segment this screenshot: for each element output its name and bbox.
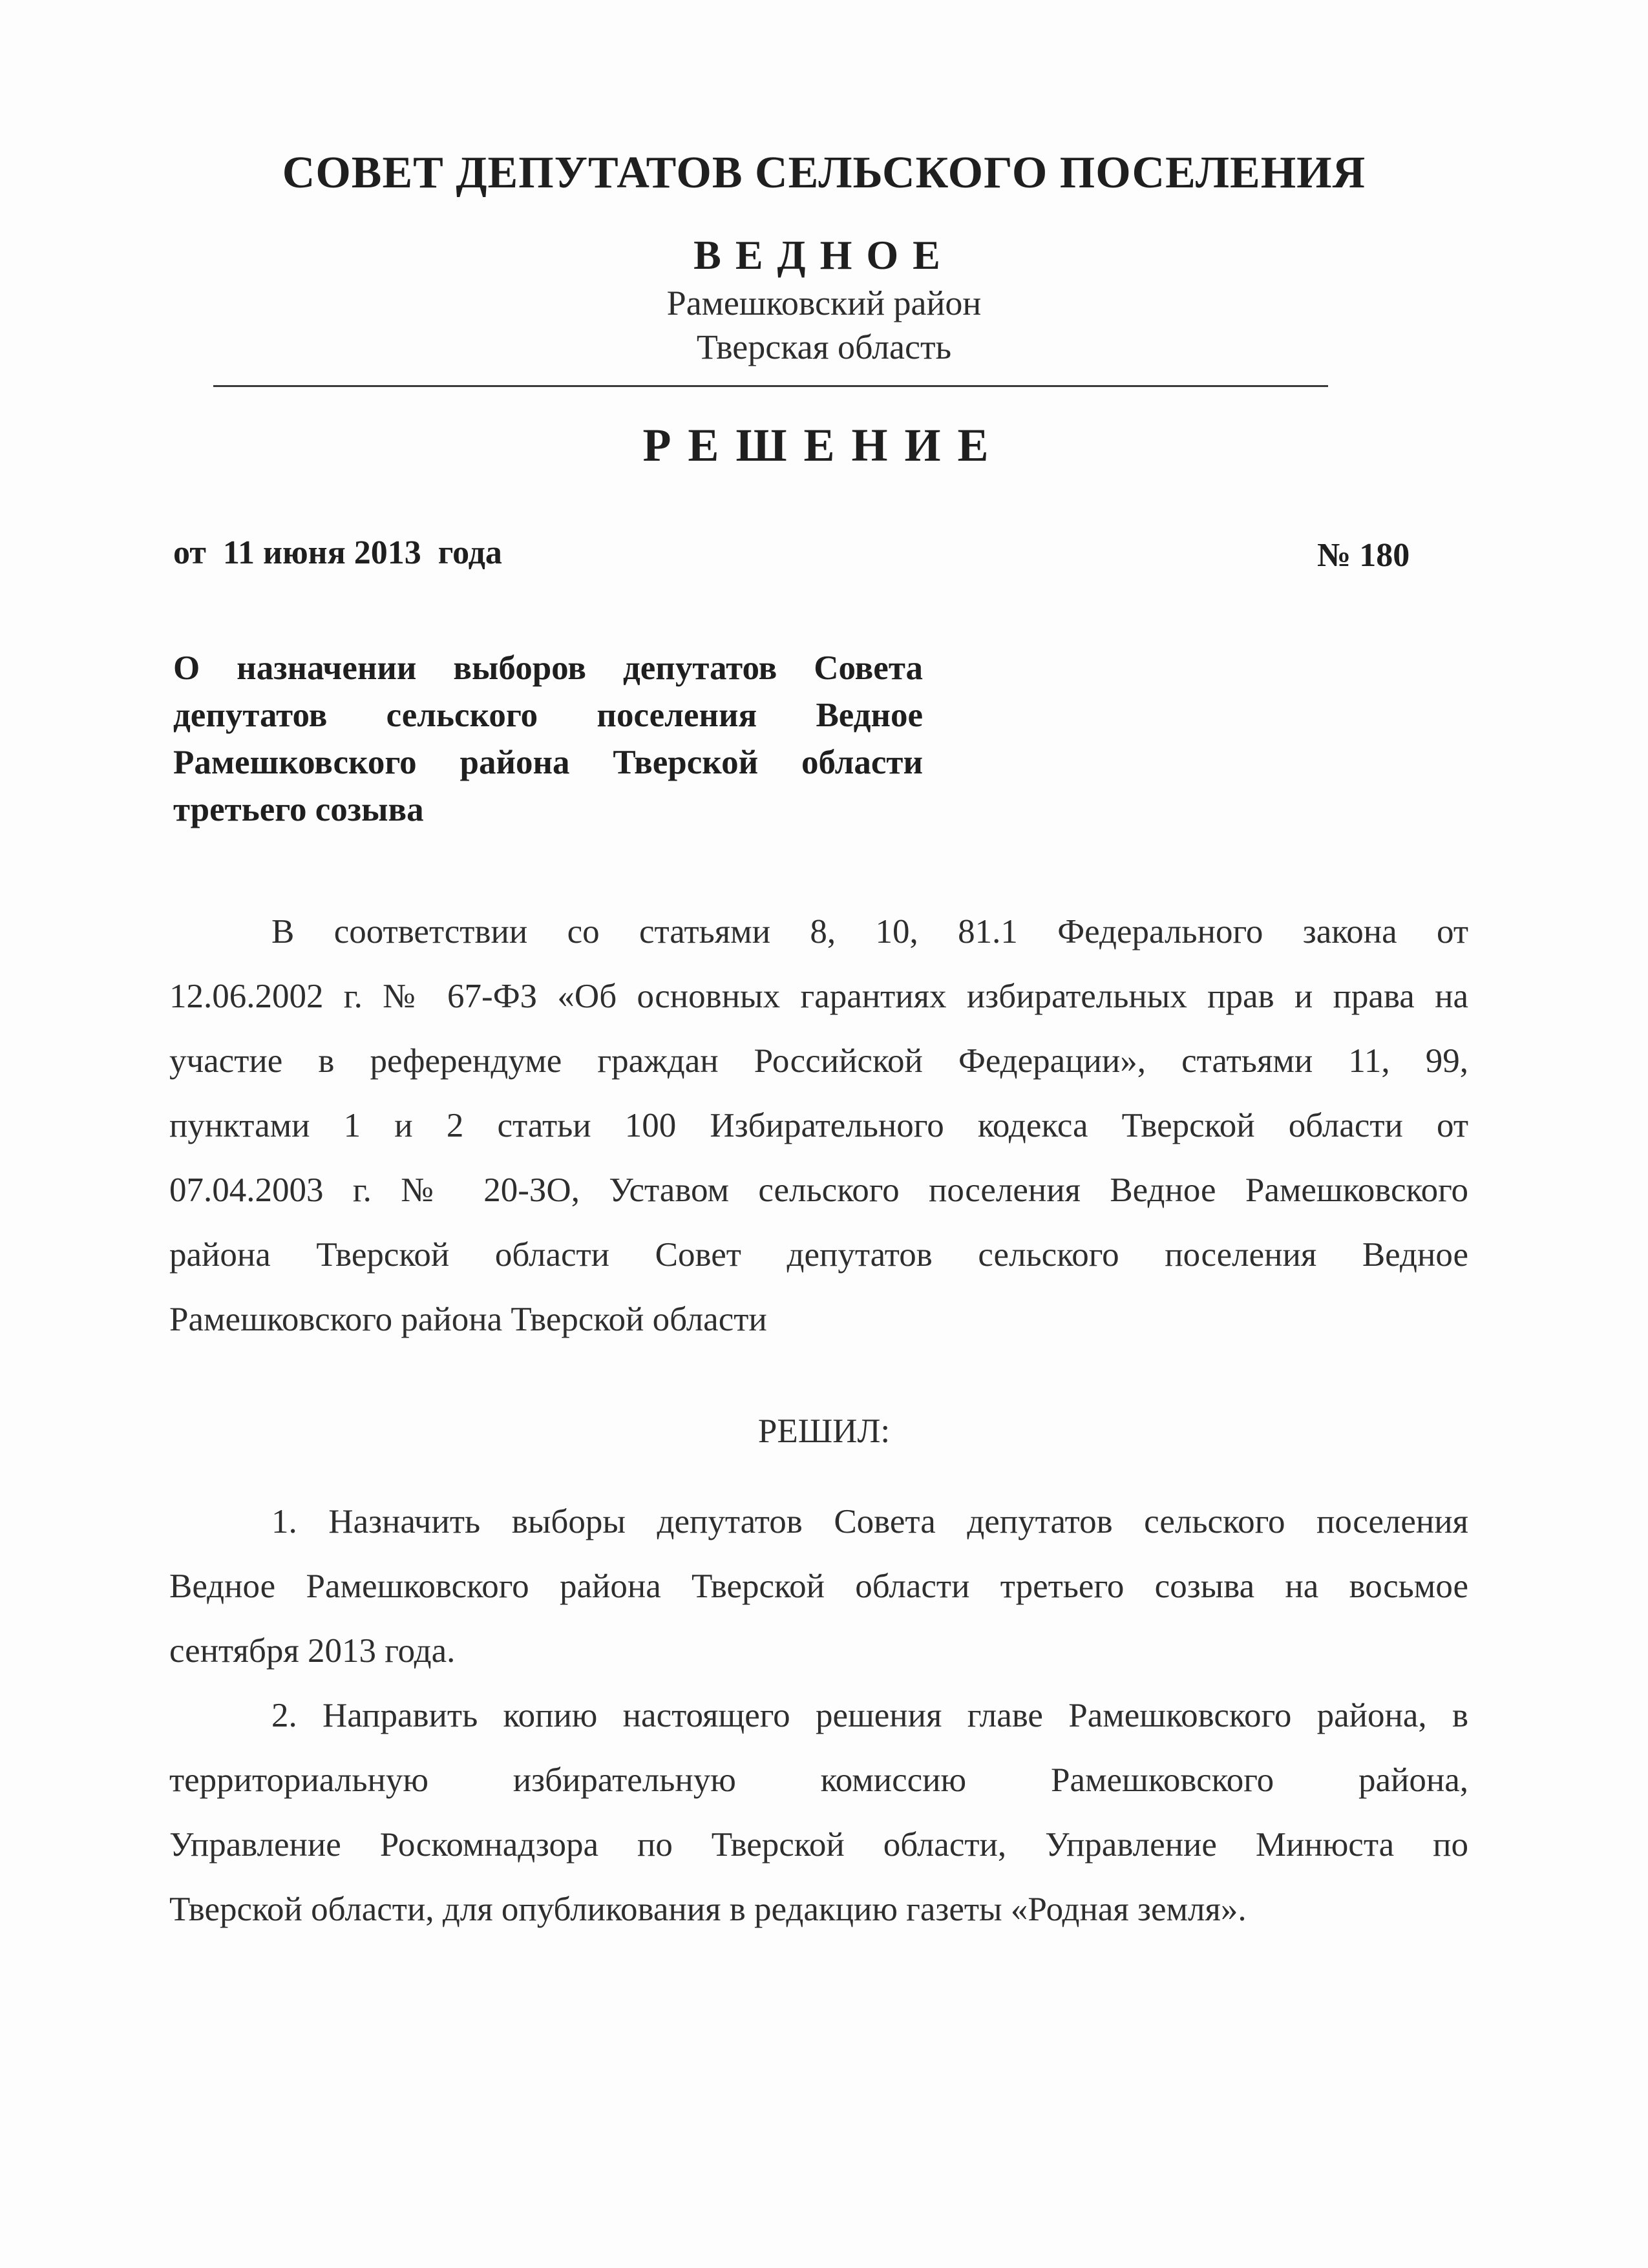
preamble-paragraph <box>169 899 1468 1352</box>
item-line: 2. Направить копию настоящего решения главе Рамешковского района, в <box>271 1697 1468 1734</box>
settlement-name: ВЕДНОЕ <box>693 232 955 278</box>
subject-line: О назначении выборов депутатов Совета <box>173 649 923 687</box>
item-line: 1. Назначить выборы депутатов Совета депутатов сельского поселения <box>271 1503 1468 1540</box>
item-line: территориальную избирательную комиссию Рамешковского района, <box>169 1761 1468 1799</box>
decision-subject <box>173 645 923 834</box>
item-line: Тверской области, для опубликования в редакцию газеты «Родная земля». <box>169 1891 1247 1928</box>
document-date: от 11 июня 2013 года <box>173 534 502 571</box>
preamble-line: В соответствии со статьями 8, 10, 81.1 Федерального закона от <box>271 913 1468 950</box>
item-line: Ведное Рамешковского района Тверской области третьего созыва на восьмое <box>169 1568 1468 1605</box>
decision-item-1 <box>169 1489 1468 1683</box>
preamble-line: участие в референдуме граждан Российской Федерации», статьями 11, 99, <box>169 1042 1468 1080</box>
council-title: СОВЕТ ДЕПУТАТОВ СЕЛЬСКОГО ПОСЕЛЕНИЯ <box>282 148 1366 198</box>
subject-line: депутатов сельского поселения Ведное <box>173 697 923 734</box>
resolved-label: РЕШИЛ: <box>757 1412 891 1450</box>
item-line: сентября 2013 года. <box>169 1632 456 1670</box>
item-line: Управление Роскомнадзора по Тверской области, Управление Минюста по <box>169 1826 1468 1864</box>
subject-line: третьего созыва <box>173 791 424 828</box>
preamble-line: пунктами 1 и 2 статьи 100 Избирательного кодекса Тверской области от <box>169 1107 1468 1144</box>
preamble-line: Рамешковского района Тверской области <box>169 1301 767 1338</box>
document-number: № 180 <box>1317 537 1410 574</box>
preamble-line: 07.04.2003 г. № 20-ЗО, Уставом сельского поселения Ведное Рамешковского <box>169 1171 1468 1209</box>
header-divider <box>213 385 1328 387</box>
document-type-heading: РЕШЕНИЕ <box>642 419 1006 471</box>
region-name: Тверская область <box>696 328 952 366</box>
decision-item-2 <box>169 1683 1468 1942</box>
subject-line: Рамешковского района Тверской области <box>173 744 923 781</box>
district-name: Рамешковский район <box>666 284 982 322</box>
preamble-line: района Тверской области Совет депутатов сельского поселения Ведное <box>169 1236 1468 1274</box>
preamble-line: 12.06.2002 г. № 67-ФЗ «Об основных гарантиях избирательных прав и права на <box>169 978 1468 1015</box>
